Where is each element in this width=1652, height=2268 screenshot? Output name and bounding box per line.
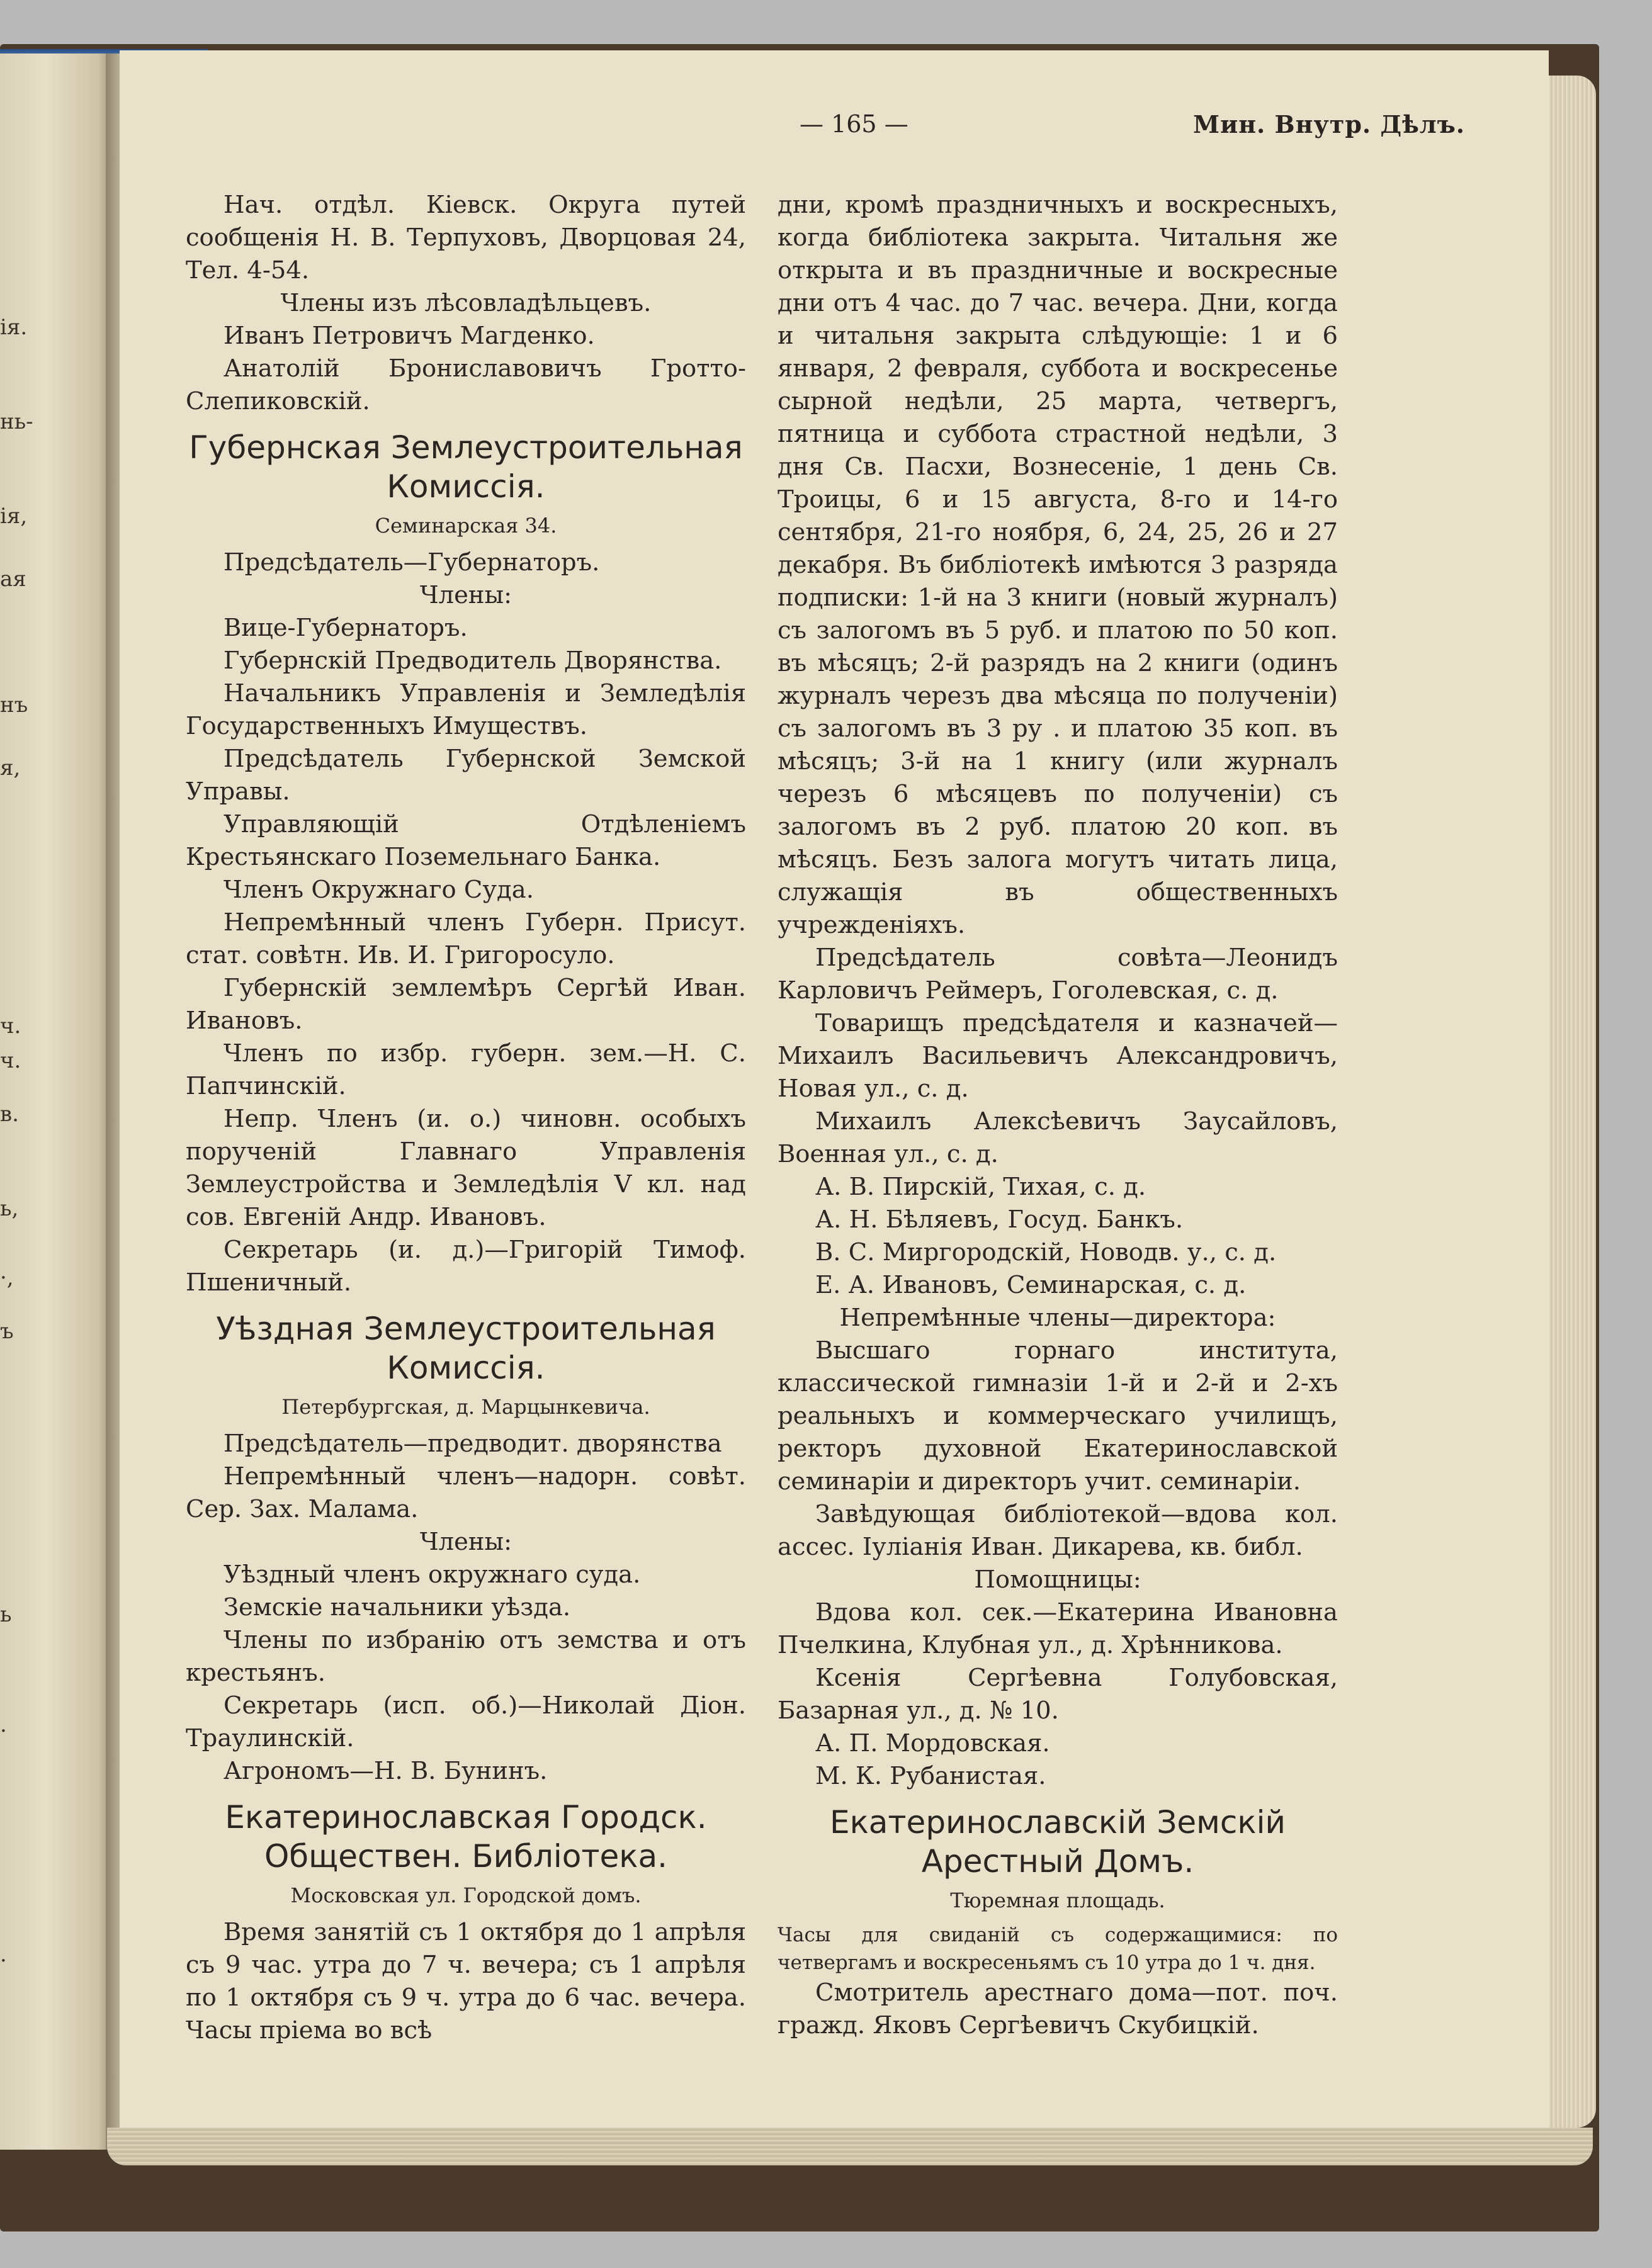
paragraph: А. Н. Бѣляевъ, Госуд. Банкъ.	[815, 1205, 1184, 1234]
paragraph: Предсѣдатель совѣта—Леонидъ Карловичъ Реймеръ, Гоголевская, с. д.	[778, 944, 1338, 1005]
left-page-fragment: ч.	[0, 1048, 21, 1073]
paragraph: Начальникъ Управленія и Земледѣлія Государственныхъ Имуществъ.	[186, 679, 746, 740]
paragraph: Секретарь (и. д.)—Григорій Тимоф. Пшеничный.	[186, 1236, 746, 1297]
paragraph: Ксенія Сергѣевна Голубовская, Базарная ул., д. № 10.	[778, 1664, 1338, 1725]
section-address: Семинарская 34.	[375, 514, 557, 538]
paragraph: Непремѣнный членъ Губерн. Присут. стат. совѣтн. Ив. И. Григоросуло.	[186, 908, 746, 969]
paragraph: Анатолій Брониславовичъ Гротто-Слепиковскій.	[186, 354, 746, 415]
left-page-fragment: ч.	[0, 1013, 21, 1039]
left-page-fragment: .	[0, 1712, 7, 1737]
paragraph: Вице-Губернаторъ.	[223, 614, 468, 642]
members-heading: Непремѣнные члены—директора:	[839, 1304, 1276, 1332]
paragraph: Завѣдующая библіотекой—вдова кол. ассес. Іуліанія Иван. Дикарева, кв. библ.	[778, 1500, 1338, 1561]
right-column	[778, 189, 1338, 2042]
paragraph: Вдова кол. сек.—Екатерина Ивановна Пчелкина, Клубная ул., д. Хрѣнникова.	[778, 1598, 1338, 1659]
paragraph: Члены по избранію отъ земства и отъ крестьянъ.	[186, 1626, 746, 1687]
left-page-fragment: ·,	[0, 1265, 14, 1290]
paragraph: Агрономъ—Н. В. Бунинъ.	[223, 1757, 548, 1785]
paragraph: Уѣздный членъ окружнаго суда.	[223, 1560, 641, 1589]
section-title: Уѣздная Землеустроительная Комиссія.	[216, 1311, 716, 1386]
paragraph: Губернскій землемѣръ Сергѣй Иван. Ивановъ.	[186, 974, 746, 1035]
paragraph: Предсѣдатель—Губернаторъ.	[223, 548, 600, 577]
left-page	[0, 54, 115, 2150]
paragraph: М. К. Рубанистая.	[815, 1762, 1046, 1790]
paragraph: А. В. Пирскій, Тихая, с. д.	[815, 1173, 1146, 1201]
paragraph: Е. А. Ивановъ, Семинарская, с. д.	[815, 1271, 1247, 1299]
paragraph: Земскіе начальники уѣзда.	[223, 1593, 571, 1622]
paragraph: Предсѣдатель—предводит. дворянства	[223, 1430, 722, 1458]
left-page-fragment: нь-	[0, 409, 33, 434]
paragraph: Михаилъ Алексѣевичъ Заусайловъ, Военная ул., с. д.	[778, 1107, 1338, 1168]
members-heading: Помощницы:	[974, 1566, 1141, 1594]
paragraph: А. П. Мордовская.	[815, 1729, 1050, 1757]
paragraph: Иванъ Петровичъ Магденко.	[223, 322, 595, 350]
paragraph: Члены изъ лѣсовладѣльцевъ.	[280, 289, 652, 317]
left-page-fragment: нъ	[0, 692, 28, 718]
visiting-hours: Часы для свиданій съ содержащимися: по четвергамъ и воскресеньямъ съ 10 утра до 1 ч. дня.	[778, 1924, 1338, 1974]
paragraph: Членъ Окружнаго Суда.	[223, 876, 534, 904]
section-title: Губернская Землеустроительная Комиссія.	[189, 429, 743, 505]
paragraph: Высшаго горнаго института, классической гимназіи 1-й и 2-й и 2-хъ реальныхъ и коммерческаго училищъ, ректоръ духовной Екатеринославской семинаріи и директоръ учит. семинаріи.	[778, 1336, 1338, 1496]
section-title: Екатеринославская Городск. Обществен. Библіотека.	[225, 1799, 707, 1875]
paragraph: Непр. Членъ (и. о.) чиновн. особыхъ порученій Главнаго Управленія Землеустройства и Земледѣлія V кл. над сов. Евгеній Андр. Ивановъ.	[186, 1105, 746, 1231]
left-page-fragment: ъ	[0, 1319, 14, 1344]
page-edges-bottom	[107, 2128, 1593, 2165]
section-title: Екатеринославскій Земскій Арестный Домъ.	[830, 1804, 1286, 1880]
left-page-fragment: ія.	[0, 315, 28, 340]
paragraph: Управляющій Отдѣленіемъ Крестьянскаго Поземельнаго Банка.	[186, 810, 746, 871]
running-head: Мин. Внутр. Дѣлъ.	[1193, 110, 1466, 138]
paragraph: Предсѣдатель Губернской Земской Управы.	[186, 745, 746, 806]
members-heading: Члены:	[419, 581, 512, 609]
left-page-fragment: в.	[0, 1102, 19, 1127]
paragraph: Секретарь (исп. об.)—Николай Діон. Траулинскій.	[186, 1691, 746, 1752]
members-heading: Члены:	[419, 1528, 512, 1556]
paragraph: Время занятій съ 1 октября до 1 апрѣля съ 9 час. утра до 7 ч. вечера; съ 1 апрѣля по 1 октября съ 9 ч. утра до 6 час. вечера. Часы пріема во всѣ	[186, 1918, 746, 2045]
left-page-fragment: ·	[0, 1948, 7, 1973]
paragraph: Нач. отдѣл. Кіевск. Округа путей сообщенія Н. В. Терпуховъ, Дворцовая 24, Тел. 4-54.	[186, 191, 746, 285]
page-number: — 165 —	[800, 110, 908, 138]
paragraph: Товарищъ предсѣдателя и казначей—Михаилъ Васильевичъ Александровичъ, Новая ул., с. д.	[778, 1009, 1338, 1103]
left-page-fragment: ь,	[0, 1196, 19, 1221]
section-address: Петербургская, д. Марцынкевича.	[281, 1395, 650, 1419]
left-page-fragment: ія,	[0, 504, 28, 529]
section-address: Тюремная площадь.	[950, 1888, 1165, 1912]
left-page-fragment: я,	[0, 755, 21, 781]
paragraph: дни, кромѣ праздничныхъ и воскресныхъ, когда библіотека закрыта. Читальня же открыта и въ праздничные и воскресные дни отъ 4 час. до 7 час. вечера. Дни, когда и читальня закрыта слѣдующіе: 1 и 6 января, 2 февраля, суббота и воскресенье сырной недѣли, 25 марта, четвергъ, пятница и суббота страстной недѣли, 3 дня Св. Пасхи, Вознесеніе, 1 день Св. Троицы, 6 и 15 августа, 8-го и 14-го сентября, 21-го ноября, 6, 24, 25, 26 и 27 декабря. Въ библіотекѣ имѣются 3 разряда подписки: 1-й на 3 книги (новый журналъ) съ залогомъ въ 5 руб. и платою по 50 коп. въ мѣсяцъ; 2-й разрядъ на 2 книги (одинъ журналъ черезъ два мѣсяца по полученіи) съ залогомъ въ 3 ру . и платою 35 коп. въ мѣсяцъ; 3-й на 1 книгу (или журналъ черезъ 6 мѣсяцевъ по полученіи) съ залогомъ въ 2 руб. платою 20 коп. въ мѣсяцъ. Безъ залога могутъ читать лица, служащія въ общественныхъ учрежденіяхъ.	[778, 191, 1338, 939]
paragraph: В. С. Миргородскій, Новодв. у., с. д.	[815, 1238, 1277, 1267]
page-header	[120, 110, 1549, 148]
left-page-fragment: ь	[0, 1602, 12, 1627]
paragraph: Смотритель арестнаго дома—пот. поч. гражд. Яковъ Сергѣевичъ Скубицкій.	[778, 1978, 1338, 2040]
paragraph: Непремѣнный членъ—надорн. совѣт. Сер. Зах. Малама.	[186, 1462, 746, 1523]
left-column	[186, 189, 746, 2047]
paragraph: Губернскій Предводитель Дворянства.	[223, 646, 722, 675]
left-page-fragment: ая	[0, 567, 26, 592]
paragraph: Членъ по избр. губерн. зем.—Н. С. Папчинскій.	[186, 1039, 746, 1100]
section-address: Московская ул. Городской домъ.	[290, 1883, 642, 1907]
